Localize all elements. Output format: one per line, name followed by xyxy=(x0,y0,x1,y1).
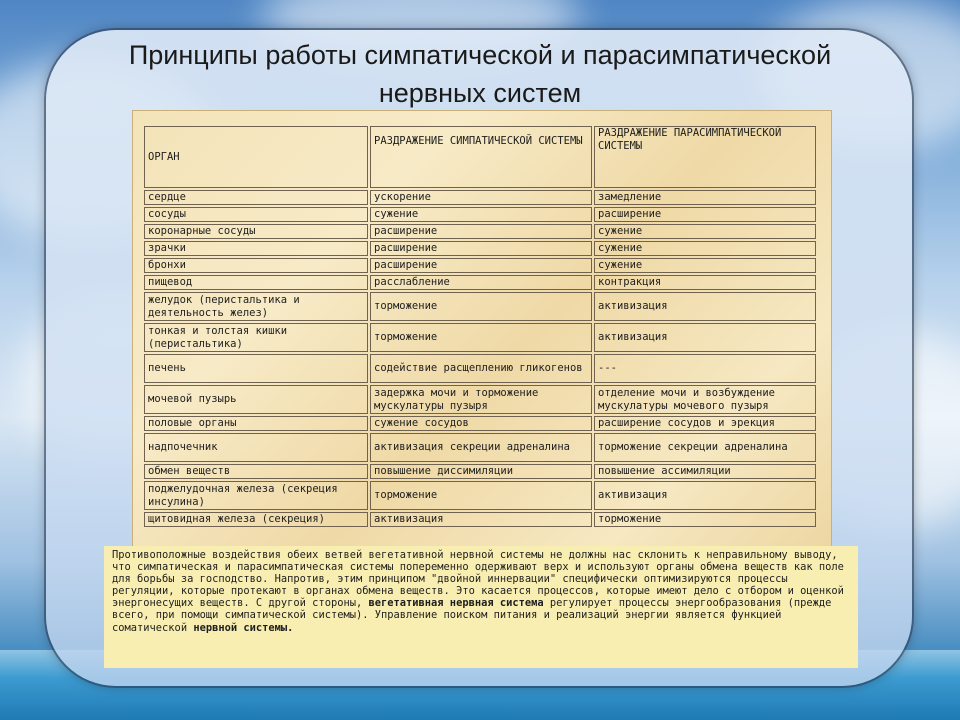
slide-title xyxy=(60,36,900,112)
organ-cell: коронарные сосуды xyxy=(144,224,368,239)
parasympathetic-cell: отделение мочи и возбуждение мускулатуры мочевого пузыря xyxy=(594,385,816,414)
organ-cell: щитовидная железа (секреция) xyxy=(144,512,368,527)
sympathetic-cell: сужение сосудов xyxy=(370,416,592,431)
sympathetic-cell: сужение xyxy=(370,207,592,222)
organ-cell: зрачки xyxy=(144,241,368,256)
header-sympathetic: РАЗДРАЖЕНИЕ СИМПАТИЧЕСКОЙ СИСТЕМЫ xyxy=(370,126,592,188)
parasympathetic-cell: сужение xyxy=(594,224,816,239)
sympathetic-cell: расслабление xyxy=(370,275,592,290)
organ-cell: поджелудочная железа (секреция инсулина) xyxy=(144,481,368,510)
table-row xyxy=(144,224,816,239)
sympathetic-cell: расширение xyxy=(370,258,592,273)
parasympathetic-cell: расширение xyxy=(594,207,816,222)
organ-cell: тонкая и толстая кишки (перистальтика) xyxy=(144,323,368,352)
parasympathetic-cell: торможение xyxy=(594,512,816,527)
organ-cell: бронхи xyxy=(144,258,368,273)
parasympathetic-cell: контракция xyxy=(594,275,816,290)
organ-cell: печень xyxy=(144,354,368,383)
table-row xyxy=(144,416,816,431)
explanation-note xyxy=(104,546,858,668)
organ-cell: надпочечник xyxy=(144,433,368,462)
sympathetic-cell: торможение xyxy=(370,292,592,321)
sympathetic-cell: ускорение xyxy=(370,190,592,205)
note-bold-2: нервной системы. xyxy=(193,621,294,634)
header-organ: ОРГАН xyxy=(144,126,368,188)
parasympathetic-cell: повышение ассимиляции xyxy=(594,464,816,479)
table-row xyxy=(144,258,816,273)
organ-table-panel xyxy=(132,110,832,548)
sympathetic-cell: задержка мочи и торможение мускулатуры пузыря xyxy=(370,385,592,414)
organ-cell: сосуды xyxy=(144,207,368,222)
organ-cell: мочевой пузырь xyxy=(144,385,368,414)
parasympathetic-cell: сужение xyxy=(594,258,816,273)
parasympathetic-cell: торможение секреции адреналина xyxy=(594,433,816,462)
sympathetic-cell: активизация xyxy=(370,512,592,527)
parasympathetic-cell: сужение xyxy=(594,241,816,256)
organ-cell: желудок (перистальтика и деятельность желез) xyxy=(144,292,368,321)
organ-cell: половые органы xyxy=(144,416,368,431)
parasympathetic-cell: замедление xyxy=(594,190,816,205)
sympathetic-cell: активизация секреции адреналина xyxy=(370,433,592,462)
parasympathetic-cell: активизация xyxy=(594,323,816,352)
table-row xyxy=(144,292,816,321)
parasympathetic-cell: --- xyxy=(594,354,816,383)
sympathetic-cell: повышение диссимиляции xyxy=(370,464,592,479)
title-line-2: нервных систем xyxy=(378,78,582,108)
table-row xyxy=(144,512,816,527)
note-bold-1: вегетативная нервная система xyxy=(368,597,544,610)
table-row xyxy=(144,190,816,205)
table-row xyxy=(144,323,816,352)
organ-cell: пищевод xyxy=(144,275,368,290)
header-parasympathetic: РАЗДРАЖЕНИЕ ПАРАСИМПАТИЧЕСКОЙ СИСТЕМЫ xyxy=(594,126,816,188)
note-text-2: регулирует процессы энергообразования (прежде всего, при помощи симпатической системы). Управление поиском питания и реализаций энергии является функцией соматической xyxy=(112,597,832,634)
organ-cell: сердце xyxy=(144,190,368,205)
sympathetic-cell: торможение xyxy=(370,481,592,510)
parasympathetic-cell: активизация xyxy=(594,481,816,510)
sympathetic-cell: расширение xyxy=(370,241,592,256)
organ-cell: обмен веществ xyxy=(144,464,368,479)
note-text-1: Противоположные воздействия обеих ветвей вегетативной нервной системы не должны нас склонить к неправильному выводу, что симпатическая и парасимпатическая системы попеременно одерживают верх и используют органы обмена веществ как поле для борьбы за господство. Напротив, этим принципом "двойной иннервации" специфически оптимизируются процессы регуляции, которые протекают в органах обмена веществ. Это касается процессов, которые имеют дело с отбором и оценкой энергонесущих веществ. С другой стороны, xyxy=(112,549,844,610)
table-row xyxy=(144,481,816,510)
table-row xyxy=(144,464,816,479)
table-row xyxy=(144,207,816,222)
organ-table xyxy=(142,124,818,529)
table-header-row xyxy=(144,126,816,188)
table-row xyxy=(144,385,816,414)
table-row xyxy=(144,433,816,462)
title-line-1: Принципы работы симпатической и парасимпатической xyxy=(128,40,832,70)
table-row xyxy=(144,275,816,290)
parasympathetic-cell: активизация xyxy=(594,292,816,321)
sympathetic-cell: расширение xyxy=(370,224,592,239)
sympathetic-cell: торможение xyxy=(370,323,592,352)
table-row xyxy=(144,354,816,383)
sympathetic-cell: содействие расщеплению гликогенов xyxy=(370,354,592,383)
table-row xyxy=(144,241,816,256)
parasympathetic-cell: расширение сосудов и эрекция xyxy=(594,416,816,431)
